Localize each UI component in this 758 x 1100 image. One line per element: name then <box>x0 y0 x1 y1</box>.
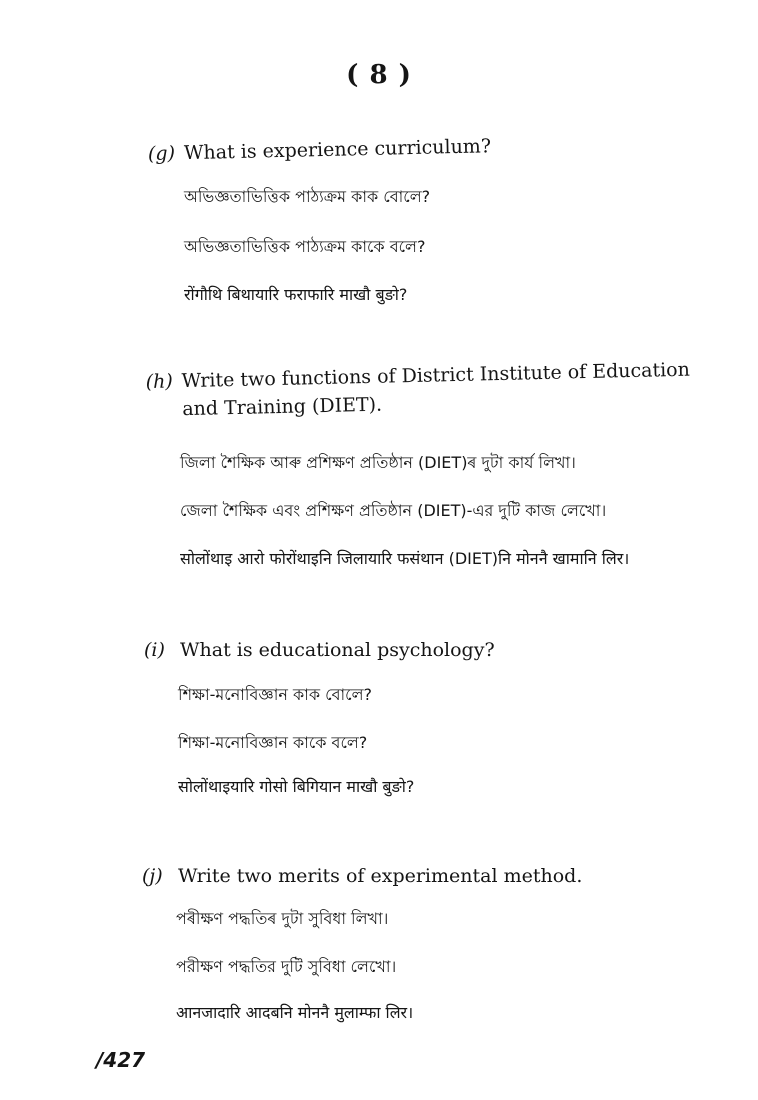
question-text-bengali: জেলা শৈক্ষিক এবং প্রশিক্ষণ প্রতিষ্ঠান (DIET)-এর দুটি কাজ লেখো। <box>180 501 607 520</box>
question-text-english: Write two merits of experimental method. <box>178 865 583 887</box>
question-text-assamese: শিক্ষা-মনোবিজ্ঞান কাক বোলে? <box>178 685 372 704</box>
question-label: (i) <box>144 639 165 661</box>
question-text-bodo: रोंगौथि बिथायारि फराफारि माखौ बुङो? <box>184 285 408 304</box>
question-heading <box>142 862 698 890</box>
question-text-bengali: অভিজ্ঞতাভিত্তিক পাঠ্যক্রম কাকে বলে? <box>184 237 426 256</box>
question-text-assamese: অভিজ্ঞতাভিত্তিক পাঠ্যক্ৰম কাক বোলে? <box>184 187 431 206</box>
question-text-bodo: सोलोंथाइयारि गोसो बिगियान माखौ बुङो? <box>178 777 415 796</box>
question-text-english: Write two functions of District Institute of Education and Training (DIET). <box>181 358 691 421</box>
question-text-english: What is educational psychology? <box>180 639 495 661</box>
question-heading <box>144 636 700 664</box>
question-text-bodo: आनजादारि आदबनि मोननै मुलाम्फा लिर। <box>176 1003 414 1022</box>
question-text-assamese: পৰীক্ষণ পদ্ধতিৰ দুটা সুবিধা লিখা। <box>176 909 389 928</box>
question-label: (g) <box>147 142 176 165</box>
question-text-bengali: শিক্ষা-মনোবিজ্ঞান কাকে বলে? <box>178 733 368 752</box>
page-number: ( 8 ) <box>346 60 412 90</box>
paper-code: /427 <box>96 1048 146 1072</box>
question-heading <box>145 355 702 424</box>
question-text-english: What is experience curriculum? <box>183 135 492 165</box>
question-text-bodo: सोलोंथाइ आरो फोरोंथाइनि जिलायारि फसंथान (DIET)नि मोननै खामानि लिर। <box>180 549 630 568</box>
question-text-bengali: পরীক্ষণ পদ্ধতির দুটি সুবিধা লেখো। <box>176 957 397 976</box>
question-label: (h) <box>145 370 173 394</box>
question-text-assamese: জিলা শৈক্ষিক আৰু প্ৰশিক্ষণ প্ৰতিষ্ঠান (DIET)ৰ দুটা কাৰ্য লিখা। <box>180 453 576 472</box>
question-heading <box>148 127 704 168</box>
question-label: (j) <box>142 865 163 887</box>
